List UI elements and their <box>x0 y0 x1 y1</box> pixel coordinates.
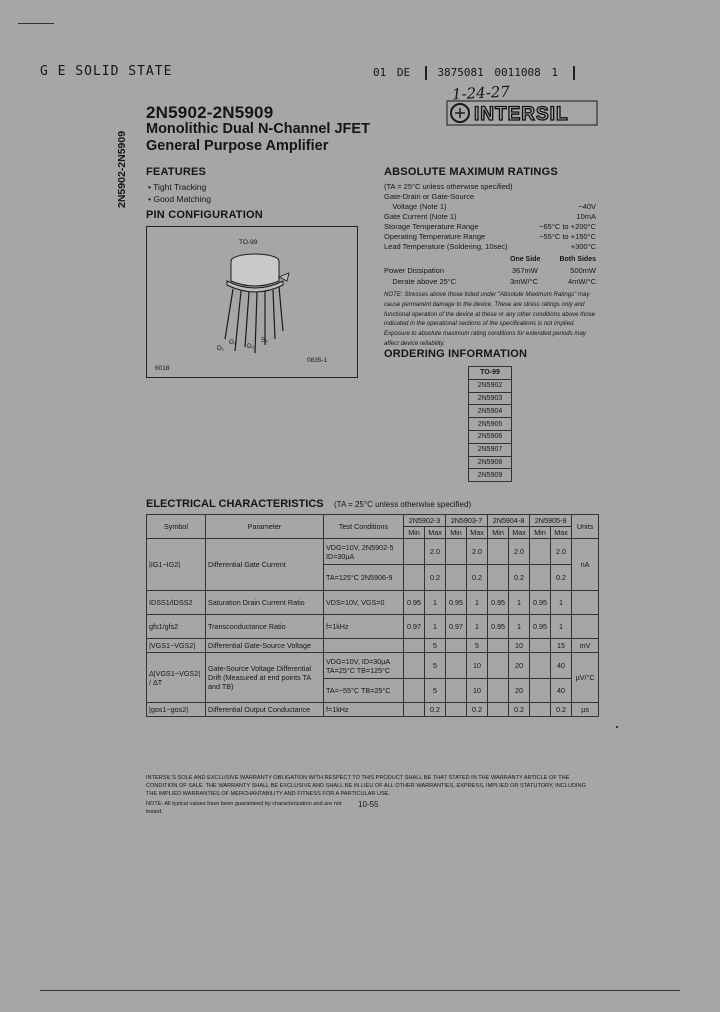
value-cell <box>404 639 425 653</box>
pin-label: G₁ <box>229 339 237 346</box>
value-cell: 0.95 <box>530 591 551 615</box>
table-row <box>147 653 599 679</box>
table-row <box>469 392 512 405</box>
col-both-sides: Both Sides <box>559 256 596 263</box>
cond-cell: VDG=10V, 2N5902-5 ID=30µA <box>324 539 404 565</box>
value-cell: 40 <box>551 679 572 703</box>
row-value: −55°C to +150°C <box>539 232 596 241</box>
cond-cell: VDG=10V, ID=30µA TA=25°C TB=125°C <box>324 653 404 679</box>
value-cell <box>404 679 425 703</box>
electrical-condition: (TA = 25°C unless otherwise specified) <box>334 500 472 509</box>
row-value: 10mA <box>576 212 596 221</box>
symbol-cell: |gos1−gos2| <box>147 703 206 717</box>
feature-item: • Tight Tracking <box>148 182 207 192</box>
value-cell: 2.0 <box>467 539 488 565</box>
value-cell: 10 <box>509 639 530 653</box>
param-cell: Saturation Drain Current Ratio <box>206 591 324 615</box>
symbol-cell: gfs1/gfs2 <box>147 615 206 639</box>
warranty-text: INTERSIL'S SOLE AND EXCLUSIVE WARRANTY OBLIGATION WITH RESPECT TO THIS PRODUCT SHALL BE THAT STATED IN THE WARRANTY ARTICLE OF THE CONDITION OF SALE. THE WARRANTY SHALL BE EXCLUSIVE AND SHALL BE IN LIEU OF ALL OTHER WARRANTIES, EXPRESS, IMPLIED OR STATUTORY, INCLUDING THE IMPLIED WARRANTIES OF MERCHANTABILITY AND FITNESS FOR A PARTICULAR USE. <box>146 775 586 797</box>
row-value: −40V <box>578 202 596 211</box>
figure-code-left: 6018 <box>155 365 170 372</box>
value-cell: 0.95 <box>446 591 467 615</box>
symbol-cell: Δ|VGS1−VGS2| / ΔT <box>147 653 206 703</box>
table-row <box>147 615 599 639</box>
value-cell: 0.2 <box>467 703 488 717</box>
table-row <box>469 443 512 456</box>
value-cell <box>488 539 509 565</box>
param-cell: Differential Output Conductance <box>206 703 324 717</box>
code-item: 01 <box>373 66 387 79</box>
col-group: 2N5904-8 <box>488 515 530 527</box>
col-group: 2N5905-9 <box>530 515 572 527</box>
pin-label: D₁ <box>217 345 224 352</box>
table-row <box>469 367 512 380</box>
code-item: DE <box>396 66 411 79</box>
value-cell: 10 <box>467 653 488 679</box>
value-cell <box>404 565 425 591</box>
unit-cell <box>572 591 599 615</box>
separator-bar <box>425 66 427 80</box>
company-header: G E SOLID STATE <box>40 64 173 79</box>
one-side-value: 367mW <box>512 266 538 275</box>
value-cell: 0.2 <box>425 703 446 717</box>
value-cell: 0.97 <box>404 615 425 639</box>
cond-cell: f=1kHz <box>324 615 404 639</box>
unit-cell: mV <box>572 639 599 653</box>
col-max: Max <box>509 527 530 539</box>
row-label: Voltage (Note 1) <box>384 202 447 211</box>
header-code <box>373 66 579 80</box>
pin-config-heading: PIN CONFIGURATION <box>146 209 263 221</box>
part-number: 2N5908 <box>469 456 512 469</box>
part-number: 2N5905 <box>469 418 512 431</box>
pin-label: S₂ <box>261 337 268 344</box>
value-cell: 1 <box>551 591 572 615</box>
col-min: Min <box>530 527 551 539</box>
value-cell: 20 <box>509 653 530 679</box>
value-cell: 0.2 <box>467 565 488 591</box>
unit-cell: µV/°C <box>572 653 599 703</box>
row-label: Operating Temperature Range <box>384 232 486 241</box>
features-heading: FEATURES <box>146 166 207 178</box>
part-number: 2N5909 <box>469 469 512 482</box>
condition-text: (TA = 25°C unless otherwise specified) <box>384 182 513 191</box>
cond-cell: VDS=10V, VGS=0 <box>324 591 404 615</box>
intersil-logo <box>446 100 598 126</box>
value-cell: 0.95 <box>404 591 425 615</box>
table-row <box>147 591 599 615</box>
pin-label: D₂ <box>247 343 255 350</box>
value-cell: 0.2 <box>509 565 530 591</box>
param-cell: Differential Gate Current <box>206 539 324 591</box>
feature-item: • Good Matching <box>148 194 211 204</box>
value-cell: 0.95 <box>488 591 509 615</box>
value-cell: 2.0 <box>425 539 446 565</box>
value-cell: 20 <box>509 679 530 703</box>
logo-text: INTERSIL <box>474 104 569 125</box>
code-item: 1 <box>551 66 558 79</box>
col-max: Max <box>467 527 488 539</box>
package-label: TO-99 <box>239 239 258 246</box>
stray-mark <box>616 726 618 728</box>
bottom-rule <box>40 990 680 991</box>
row-label: Gate-Drain or Gate-Source <box>384 192 475 201</box>
value-cell: 0.2 <box>551 703 572 717</box>
value-cell: 5 <box>425 653 446 679</box>
subtitle-line2: General Purpose Amplifier <box>146 138 329 154</box>
value-cell: 40 <box>551 653 572 679</box>
col-min: Min <box>446 527 467 539</box>
table-row <box>469 456 512 469</box>
value-cell: 10 <box>467 679 488 703</box>
both-sides-value: 500mW <box>570 266 596 275</box>
cond-cell: TA=125°C 2N5906-9 <box>324 565 404 591</box>
abs-max-heading: ABSOLUTE MAXIMUM RATINGS <box>384 166 558 178</box>
both-sides-value: 4mW/°C <box>568 277 596 286</box>
row-label: Gate Current (Note 1) <box>384 212 457 221</box>
cond-cell: TA=−55°C TB=25°C <box>324 679 404 703</box>
value-cell <box>488 639 509 653</box>
value-cell <box>446 539 467 565</box>
separator-bar <box>573 66 575 80</box>
col-max: Max <box>551 527 572 539</box>
value-cell <box>530 679 551 703</box>
row-value: +300°C <box>570 242 596 251</box>
value-cell <box>530 539 551 565</box>
value-cell: 2.0 <box>551 539 572 565</box>
value-cell <box>446 703 467 717</box>
electrical-table <box>146 514 599 717</box>
cond-cell <box>324 639 404 653</box>
value-cell <box>404 703 425 717</box>
symbol-cell: |VGS1−VGS2| <box>147 639 206 653</box>
value-cell: 0.95 <box>488 615 509 639</box>
col-group: 2N5902-3 <box>404 515 446 527</box>
table-row <box>147 639 599 653</box>
col-group: 2N5903-7 <box>446 515 488 527</box>
table-row <box>469 405 512 418</box>
ordering-heading: ORDERING INFORMATION <box>384 348 528 360</box>
part-title: 2N5902-2N5909 <box>146 103 274 122</box>
value-cell: 0.2 <box>425 565 446 591</box>
pin-config-figure <box>146 226 358 378</box>
param-cell: Differential Gate-Source Voltage <box>206 639 324 653</box>
table-row <box>147 703 599 717</box>
page-number: 10-55 <box>358 800 379 809</box>
col-units: Units <box>572 515 599 539</box>
value-cell <box>488 565 509 591</box>
value-cell: 1 <box>509 591 530 615</box>
row-label: Power Dissipation <box>384 266 445 275</box>
col-max: Max <box>425 527 446 539</box>
value-cell <box>488 679 509 703</box>
value-cell <box>446 639 467 653</box>
value-cell: 1 <box>551 615 572 639</box>
row-label: Storage Temperature Range <box>384 222 479 231</box>
value-cell <box>530 639 551 653</box>
value-cell <box>488 653 509 679</box>
col-parameter: Parameter <box>206 515 324 539</box>
value-cell <box>530 703 551 717</box>
col-one-side: One Side <box>510 256 541 263</box>
value-cell: 15 <box>551 639 572 653</box>
value-cell <box>446 679 467 703</box>
subtitle-line1: Monolithic Dual N-Channel JFET <box>146 121 370 137</box>
footer-note: NOTE: All typical values have been guaranteed by characterization and are not tested. <box>146 801 342 815</box>
value-cell <box>404 653 425 679</box>
part-number: 2N5904 <box>469 405 512 418</box>
electrical-heading: ELECTRICAL CHARACTERISTICS <box>146 498 324 510</box>
unit-cell: nA <box>572 539 599 591</box>
value-cell <box>530 653 551 679</box>
part-number: 2N5906 <box>469 430 512 443</box>
value-cell <box>404 539 425 565</box>
param-cell: Gate-Source Voltage Differential Drift (Measured at end points TA and TB) <box>206 653 324 703</box>
table-row <box>469 430 512 443</box>
unit-cell: µs <box>572 703 599 717</box>
figure-code-right: 0835-1 <box>307 357 328 364</box>
row-label: Lead Temperature (Soldering, 10sec) <box>384 242 508 251</box>
table-row <box>469 418 512 431</box>
value-cell: 1 <box>467 591 488 615</box>
col-test: Test Conditions <box>324 515 404 539</box>
row-value: −65°C to +200°C <box>539 222 596 231</box>
handwritten-date: 1-24-27 <box>451 82 511 104</box>
col-min: Min <box>488 527 509 539</box>
col-min: Min <box>404 527 425 539</box>
value-cell: 0.97 <box>446 615 467 639</box>
value-cell: 1 <box>425 591 446 615</box>
value-cell: 5 <box>425 679 446 703</box>
value-cell: 1 <box>467 615 488 639</box>
symbol-cell: |IG1−IG2| <box>147 539 206 591</box>
abs-max-note: NOTE: Stresses above those listed under "Absolute Maximum Ratings" may cause permanent damage to the device. These are stress ratings only and functional operation of the device at these or any other conditions above those indicated in the operational sections of the specifications is not implied. Exposure to absolute maximum rating conditions for extended periods may affect device reliability. <box>384 291 596 347</box>
side-title-text: 2N5902-2N5909 <box>116 130 128 208</box>
value-cell <box>446 653 467 679</box>
table-header: TO-99 <box>469 367 512 380</box>
part-number: 2N5903 <box>469 392 512 405</box>
code-item: 0011008 <box>494 66 541 79</box>
param-cell: Transconductance Ratio <box>206 615 324 639</box>
value-cell: 1 <box>425 615 446 639</box>
table-row <box>147 539 599 565</box>
col-symbol: Symbol <box>147 515 206 539</box>
value-cell: 5 <box>467 639 488 653</box>
value-cell: 0.2 <box>551 565 572 591</box>
part-number: 2N5907 <box>469 443 512 456</box>
part-number: 2N5902 <box>469 379 512 392</box>
value-cell: 2.0 <box>509 539 530 565</box>
table-row <box>469 379 512 392</box>
cond-cell: f=1kHz <box>324 703 404 717</box>
value-cell: 5 <box>425 639 446 653</box>
unit-cell <box>572 615 599 639</box>
table-row <box>147 515 599 527</box>
value-cell <box>488 703 509 717</box>
code-item: 3875081 <box>437 66 484 79</box>
value-cell: 1 <box>509 615 530 639</box>
one-side-value: 3mW/°C <box>510 277 538 286</box>
symbol-cell: IDSS1/IDSS2 <box>147 591 206 615</box>
value-cell: 0.95 <box>530 615 551 639</box>
top-rule <box>18 23 54 24</box>
value-cell <box>446 565 467 591</box>
ordering-table <box>468 366 512 482</box>
table-row <box>469 469 512 482</box>
side-part-title <box>113 100 133 210</box>
value-cell <box>530 565 551 591</box>
value-cell: 0.2 <box>509 703 530 717</box>
row-label: Derate above 25°C <box>384 277 457 286</box>
